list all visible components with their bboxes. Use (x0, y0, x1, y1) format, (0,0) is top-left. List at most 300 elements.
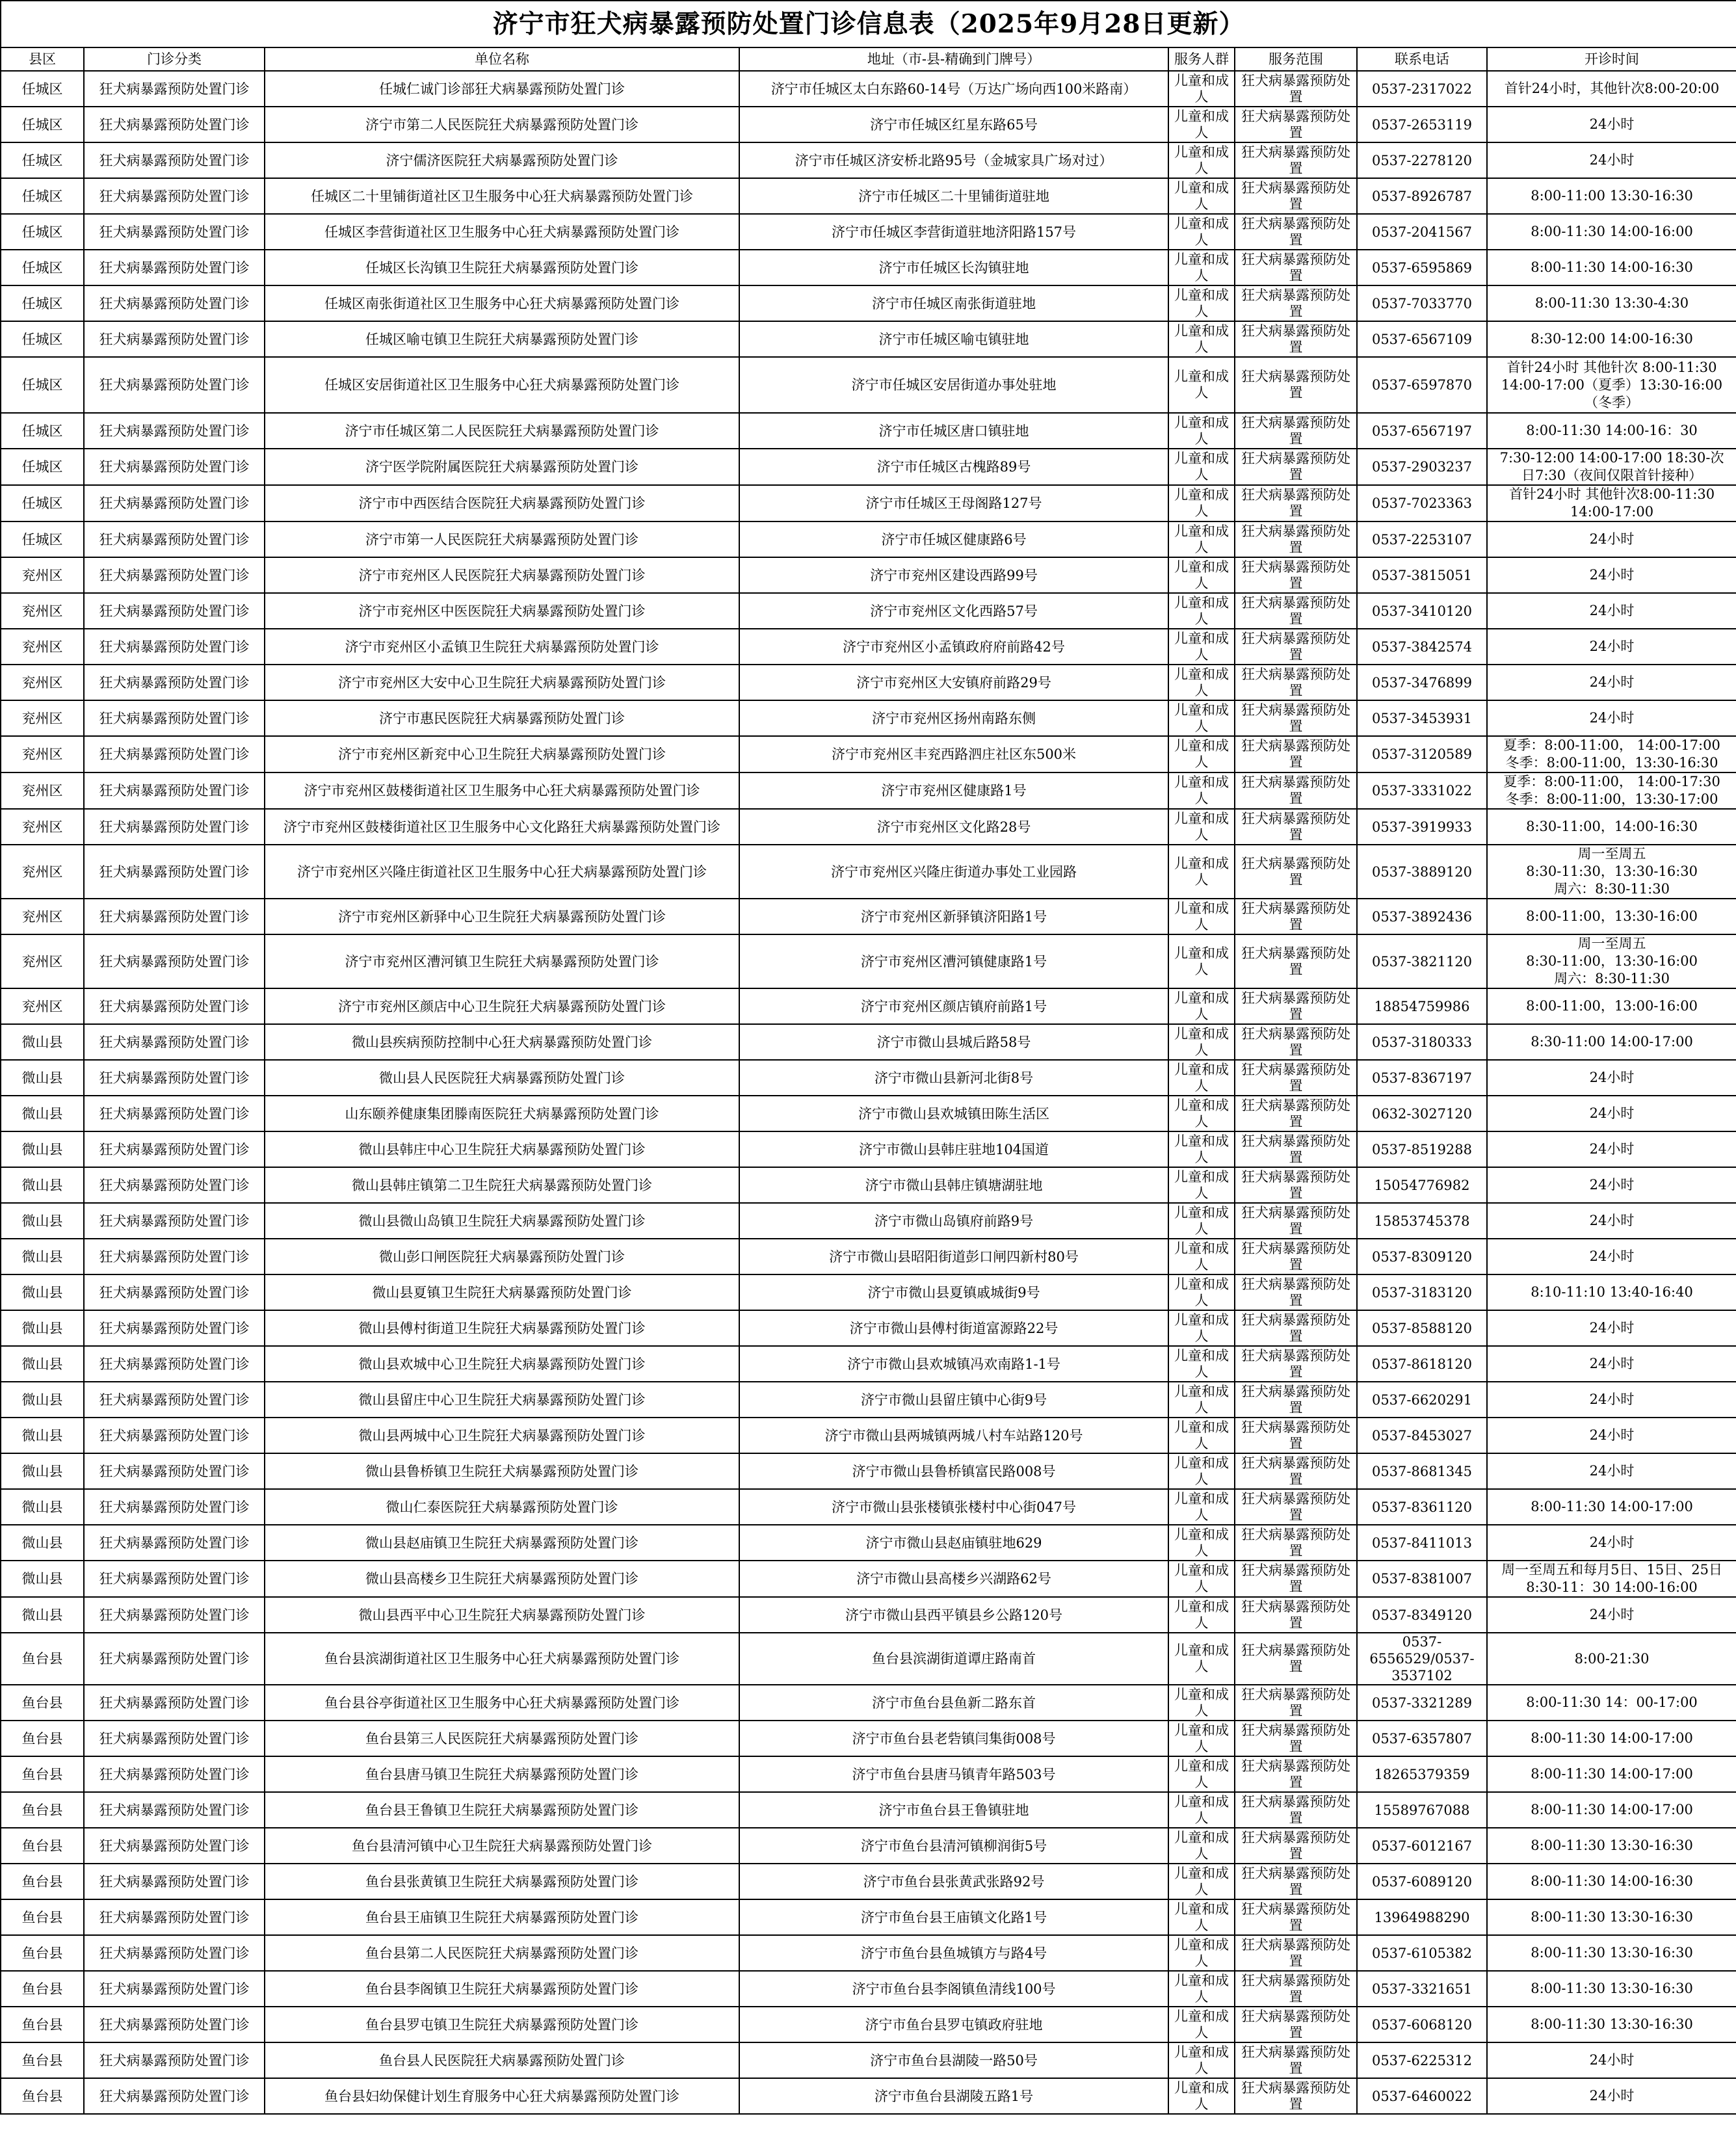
col-header-category: 门诊分类 (84, 47, 265, 71)
district-cell: 兖州区 (1, 845, 84, 899)
phone-cell: 0537-8367197 (1357, 1060, 1487, 1096)
district-cell: 鱼台县 (1, 2042, 84, 2078)
col-header-address: 地址（市-县-精确到门牌号） (739, 47, 1168, 71)
district-cell: 微山县 (1, 1597, 84, 1633)
district-cell: 微山县 (1, 1060, 84, 1096)
unit-name-cell: 微山县人民医院狂犬病暴露预防处置门诊 (265, 1060, 739, 1096)
service-group-cell: 儿童和成人 (1168, 285, 1235, 321)
category-cell: 狂犬病暴露预防处置门诊 (84, 1525, 265, 1561)
table-row (1, 1024, 1736, 1060)
page-title: 济宁市狂犬病暴露预防处置门诊信息表（2025年9月28日更新） (1, 1, 1736, 47)
hours-cell: 夏季：8:00-11:00， 14:00-17:30 冬季：8:00-11:00，13:30-17:00 (1487, 772, 1736, 809)
district-cell: 兖州区 (1, 629, 84, 665)
table-row (1, 1792, 1736, 1828)
district-cell: 微山县 (1, 1382, 84, 1418)
unit-name-cell: 微山县疾病预防控制中心狂犬病暴露预防处置门诊 (265, 1024, 739, 1060)
service-group-cell: 儿童和成人 (1168, 357, 1235, 413)
service-scope-cell: 狂犬病暴露预防处置 (1235, 178, 1357, 214)
district-cell: 鱼台县 (1, 1721, 84, 1756)
hours-cell: 24小时 (1487, 1203, 1736, 1239)
hours-cell: 24小时 (1487, 1239, 1736, 1274)
unit-name-cell: 鱼台县王庙镇卫生院狂犬病暴露预防处置门诊 (265, 1899, 739, 1935)
category-cell: 狂犬病暴露预防处置门诊 (84, 809, 265, 845)
hours-cell: 8:00-11:30 14:00-17:00 (1487, 1792, 1736, 1828)
service-scope-cell: 狂犬病暴露预防处置 (1235, 1167, 1357, 1203)
category-cell: 狂犬病暴露预防处置门诊 (84, 413, 265, 449)
phone-cell: 0537-8519288 (1357, 1131, 1487, 1167)
unit-name-cell: 鱼台县谷亭街道社区卫生服务中心狂犬病暴露预防处置门诊 (265, 1685, 739, 1721)
category-cell: 狂犬病暴露预防处置门诊 (84, 485, 265, 521)
col-header-unit-name: 单位名称 (265, 47, 739, 71)
unit-name-cell: 微山县赵庙镇卫生院狂犬病暴露预防处置门诊 (265, 1525, 739, 1561)
district-cell: 微山县 (1, 1310, 84, 1346)
address-cell: 济宁市微山县鲁桥镇富民路008号 (739, 1453, 1168, 1489)
category-cell: 狂犬病暴露预防处置门诊 (84, 1971, 265, 2007)
phone-cell: 0537-8453027 (1357, 1418, 1487, 1453)
address-cell: 济宁市微山县韩庄镇塘湖驻地 (739, 1167, 1168, 1203)
unit-name-cell: 微山县傅村街道卫生院狂犬病暴露预防处置门诊 (265, 1310, 739, 1346)
unit-name-cell: 鱼台县唐马镇卫生院狂犬病暴露预防处置门诊 (265, 1756, 739, 1792)
unit-name-cell: 任城区二十里铺街道社区卫生服务中心狂犬病暴露预防处置门诊 (265, 178, 739, 214)
hours-cell: 24小时 (1487, 107, 1736, 142)
service-group-cell: 儿童和成人 (1168, 107, 1235, 142)
service-scope-cell: 狂犬病暴露预防处置 (1235, 557, 1357, 593)
header-row (1, 47, 1736, 71)
hours-cell: 8:30-12:00 14:00-16:30 (1487, 321, 1736, 357)
address-cell: 济宁市兖州区漕河镇健康路1号 (739, 934, 1168, 988)
service-group-cell: 儿童和成人 (1168, 1203, 1235, 1239)
service-scope-cell: 狂犬病暴露预防处置 (1235, 899, 1357, 934)
hours-cell: 24小时 (1487, 629, 1736, 665)
service-group-cell: 儿童和成人 (1168, 1633, 1235, 1685)
district-cell: 兖州区 (1, 809, 84, 845)
hours-cell: 8:00-11:30 13:30-4:30 (1487, 285, 1736, 321)
hours-cell: 24小时 (1487, 557, 1736, 593)
district-cell: 兖州区 (1, 736, 84, 772)
category-cell: 狂犬病暴露预防处置门诊 (84, 557, 265, 593)
category-cell: 狂犬病暴露预防处置门诊 (84, 1756, 265, 1792)
category-cell: 狂犬病暴露预防处置门诊 (84, 2078, 265, 2114)
phone-cell: 18854759986 (1357, 988, 1487, 1024)
title-row (1, 1, 1736, 47)
table-row (1, 736, 1736, 772)
category-cell: 狂犬病暴露预防处置门诊 (84, 1685, 265, 1721)
unit-name-cell: 济宁市惠民医院狂犬病暴露预防处置门诊 (265, 700, 739, 736)
hours-cell: 8:00-11:30 13:30-16:30 (1487, 2007, 1736, 2042)
hours-cell: 24小时 (1487, 700, 1736, 736)
phone-cell: 13964988290 (1357, 1899, 1487, 1935)
district-cell: 任城区 (1, 485, 84, 521)
hours-cell: 24小时 (1487, 1096, 1736, 1131)
category-cell: 狂犬病暴露预防处置门诊 (84, 1828, 265, 1864)
phone-cell: 0537-6225312 (1357, 2042, 1487, 2078)
table-row (1, 700, 1736, 736)
hours-cell: 8:10-11:10 13:40-16:40 (1487, 1274, 1736, 1310)
category-cell: 狂犬病暴露预防处置门诊 (84, 629, 265, 665)
category-cell: 狂犬病暴露预防处置门诊 (84, 1792, 265, 1828)
hours-cell: 8:00-11:00，13:30-16:00 (1487, 899, 1736, 934)
district-cell: 任城区 (1, 142, 84, 178)
district-cell: 微山县 (1, 1131, 84, 1167)
address-cell: 济宁市任城区喻屯镇驻地 (739, 321, 1168, 357)
address-cell: 济宁市鱼台县王鲁镇驻地 (739, 1792, 1168, 1828)
category-cell: 狂犬病暴露预防处置门诊 (84, 1167, 265, 1203)
district-cell: 微山县 (1, 1096, 84, 1131)
service-scope-cell: 狂犬病暴露预防处置 (1235, 1971, 1357, 2007)
service-scope-cell: 狂犬病暴露预防处置 (1235, 321, 1357, 357)
service-group-cell: 儿童和成人 (1168, 1525, 1235, 1561)
service-group-cell: 儿童和成人 (1168, 71, 1235, 107)
district-cell: 任城区 (1, 521, 84, 557)
service-scope-cell: 狂犬病暴露预防处置 (1235, 1489, 1357, 1525)
hours-cell: 8:00-11:30 13:30-16:30 (1487, 1828, 1736, 1864)
table-row (1, 1935, 1736, 1971)
address-cell: 济宁市兖州区颜店镇府前路1号 (739, 988, 1168, 1024)
district-cell: 兖州区 (1, 700, 84, 736)
district-cell: 微山县 (1, 1561, 84, 1597)
district-cell: 任城区 (1, 285, 84, 321)
phone-cell: 0537-3821120 (1357, 934, 1487, 988)
district-cell: 鱼台县 (1, 1633, 84, 1685)
category-cell: 狂犬病暴露预防处置门诊 (84, 665, 265, 700)
unit-name-cell: 济宁市第一人民医院狂犬病暴露预防处置门诊 (265, 521, 739, 557)
service-scope-cell: 狂犬病暴露预防处置 (1235, 1239, 1357, 1274)
service-group-cell: 儿童和成人 (1168, 1828, 1235, 1864)
district-cell: 鱼台县 (1, 1756, 84, 1792)
unit-name-cell: 鱼台县滨湖街道社区卫生服务中心狂犬病暴露预防处置门诊 (265, 1633, 739, 1685)
district-cell: 鱼台县 (1, 2007, 84, 2042)
district-cell: 鱼台县 (1, 1864, 84, 1899)
service-scope-cell: 狂犬病暴露预防处置 (1235, 934, 1357, 988)
service-group-cell: 儿童和成人 (1168, 988, 1235, 1024)
address-cell: 济宁市任城区长沟镇驻地 (739, 250, 1168, 285)
service-group-cell: 儿童和成人 (1168, 214, 1235, 250)
district-cell: 鱼台县 (1, 1685, 84, 1721)
hours-cell: 24小时 (1487, 665, 1736, 700)
service-scope-cell: 狂犬病暴露预防处置 (1235, 1274, 1357, 1310)
table-row (1, 2078, 1736, 2114)
phone-cell: 0537-2653119 (1357, 107, 1487, 142)
address-cell: 济宁市微山县两城镇两城八村车站路120号 (739, 1418, 1168, 1453)
hours-cell: 首针24小时 其他针次8:00-11:30 14:00-17:00 (1487, 485, 1736, 521)
service-scope-cell: 狂犬病暴露预防处置 (1235, 1935, 1357, 1971)
category-cell: 狂犬病暴露预防处置门诊 (84, 1382, 265, 1418)
service-group-cell: 儿童和成人 (1168, 521, 1235, 557)
phone-cell: 0537-8926787 (1357, 178, 1487, 214)
phone-cell: 0537-8361120 (1357, 1489, 1487, 1525)
service-scope-cell: 狂犬病暴露预防处置 (1235, 357, 1357, 413)
unit-name-cell: 济宁市兖州区中医医院狂犬病暴露预防处置门诊 (265, 593, 739, 629)
address-cell: 济宁市微山县欢城镇田陈生活区 (739, 1096, 1168, 1131)
district-cell: 微山县 (1, 1274, 84, 1310)
phone-cell: 0537-8618120 (1357, 1346, 1487, 1382)
district-cell: 任城区 (1, 413, 84, 449)
district-cell: 微山县 (1, 1024, 84, 1060)
unit-name-cell: 微山县高楼乡卫生院狂犬病暴露预防处置门诊 (265, 1561, 739, 1597)
service-group-cell: 儿童和成人 (1168, 2007, 1235, 2042)
phone-cell: 0537-8681345 (1357, 1453, 1487, 1489)
address-cell: 济宁市鱼台县鱼新二路东首 (739, 1685, 1168, 1721)
hours-cell: 8:00-11:30 14:00-16:00 (1487, 214, 1736, 250)
district-cell: 兖州区 (1, 934, 84, 988)
service-group-cell: 儿童和成人 (1168, 1685, 1235, 1721)
hours-cell: 24小时 (1487, 1131, 1736, 1167)
hours-cell: 周一至周五 8:30-11:00，13:30-16:00 周六：8:30-11:30 (1487, 934, 1736, 988)
table-row (1, 1203, 1736, 1239)
hours-cell: 24小时 (1487, 1418, 1736, 1453)
category-cell: 狂犬病暴露预防处置门诊 (84, 1096, 265, 1131)
phone-cell: 0537-6567109 (1357, 321, 1487, 357)
hours-cell: 24小时 (1487, 2078, 1736, 2114)
service-group-cell: 儿童和成人 (1168, 1864, 1235, 1899)
service-scope-cell: 狂犬病暴露预防处置 (1235, 629, 1357, 665)
address-cell: 济宁市兖州区健康路1号 (739, 772, 1168, 809)
service-scope-cell: 狂犬病暴露预防处置 (1235, 214, 1357, 250)
unit-name-cell: 济宁市兖州区小孟镇卫生院狂犬病暴露预防处置门诊 (265, 629, 739, 665)
service-group-cell: 儿童和成人 (1168, 1131, 1235, 1167)
address-cell: 济宁市微山县西平镇县乡公路120号 (739, 1597, 1168, 1633)
table-row (1, 521, 1736, 557)
phone-cell: 0537-8588120 (1357, 1310, 1487, 1346)
address-cell: 济宁市任城区安居街道办事处驻地 (739, 357, 1168, 413)
service-group-cell: 儿童和成人 (1168, 2042, 1235, 2078)
hours-cell: 24小时 (1487, 1310, 1736, 1346)
phone-cell: 0537-8411013 (1357, 1525, 1487, 1561)
table-row (1, 413, 1736, 449)
category-cell: 狂犬病暴露预防处置门诊 (84, 736, 265, 772)
category-cell: 狂犬病暴露预防处置门诊 (84, 1597, 265, 1633)
table-row (1, 1310, 1736, 1346)
district-cell: 微山县 (1, 1489, 84, 1525)
phone-cell: 18265379359 (1357, 1756, 1487, 1792)
service-group-cell: 儿童和成人 (1168, 178, 1235, 214)
address-cell: 济宁市鱼台县王庙镇文化路1号 (739, 1899, 1168, 1935)
service-scope-cell: 狂犬病暴露预防处置 (1235, 2042, 1357, 2078)
table-row (1, 2007, 1736, 2042)
category-cell: 狂犬病暴露预防处置门诊 (84, 1274, 265, 1310)
phone-cell: 0537-6068120 (1357, 2007, 1487, 2042)
category-cell: 狂犬病暴露预防处置门诊 (84, 700, 265, 736)
unit-name-cell: 济宁市第二人民医院狂犬病暴露预防处置门诊 (265, 107, 739, 142)
address-cell: 济宁市兖州区扬州南路东侧 (739, 700, 1168, 736)
phone-cell: 0537-3919933 (1357, 809, 1487, 845)
service-scope-cell: 狂犬病暴露预防处置 (1235, 285, 1357, 321)
service-group-cell: 儿童和成人 (1168, 1971, 1235, 2007)
unit-name-cell: 济宁市兖州区鼓楼街道社区卫生服务中心文化路狂犬病暴露预防处置门诊 (265, 809, 739, 845)
unit-name-cell: 任城区安居街道社区卫生服务中心狂犬病暴露预防处置门诊 (265, 357, 739, 413)
hours-cell: 24小时 (1487, 142, 1736, 178)
address-cell: 济宁市微山县韩庄驻地104国道 (739, 1131, 1168, 1167)
address-cell: 济宁市鱼台县唐马镇青年路503号 (739, 1756, 1168, 1792)
table-row (1, 1899, 1736, 1935)
district-cell: 任城区 (1, 107, 84, 142)
table-row (1, 321, 1736, 357)
unit-name-cell: 微山县两城中心卫生院狂犬病暴露预防处置门诊 (265, 1418, 739, 1453)
address-cell: 济宁市微山县欢城镇冯欢南路1-1号 (739, 1346, 1168, 1382)
address-cell: 济宁市任城区王母阁路127号 (739, 485, 1168, 521)
category-cell: 狂犬病暴露预防处置门诊 (84, 1935, 265, 1971)
table-row (1, 1489, 1736, 1525)
phone-cell: 0537-6567197 (1357, 413, 1487, 449)
category-cell: 狂犬病暴露预防处置门诊 (84, 1899, 265, 1935)
unit-name-cell: 鱼台县李阁镇卫生院狂犬病暴露预防处置门诊 (265, 1971, 739, 2007)
table-row (1, 1828, 1736, 1864)
address-cell: 济宁市兖州区大安镇府前路29号 (739, 665, 1168, 700)
category-cell: 狂犬病暴露预防处置门诊 (84, 772, 265, 809)
unit-name-cell: 微山县夏镇卫生院狂犬病暴露预防处置门诊 (265, 1274, 739, 1310)
address-cell: 济宁市兖州区兴隆庄街道办事处工业园路 (739, 845, 1168, 899)
service-group-cell: 儿童和成人 (1168, 485, 1235, 521)
category-cell: 狂犬病暴露预防处置门诊 (84, 2042, 265, 2078)
hours-cell: 8:00-11:30 13:30-16:30 (1487, 1899, 1736, 1935)
table-row (1, 899, 1736, 934)
service-scope-cell: 狂犬病暴露预防处置 (1235, 1792, 1357, 1828)
table-row (1, 1685, 1736, 1721)
table-row (1, 250, 1736, 285)
table-row (1, 357, 1736, 413)
service-group-cell: 儿童和成人 (1168, 250, 1235, 285)
hours-cell: 24小时 (1487, 593, 1736, 629)
service-group-cell: 儿童和成人 (1168, 700, 1235, 736)
category-cell: 狂犬病暴露预防处置门诊 (84, 1864, 265, 1899)
address-cell: 济宁市微山县赵庙镇驻地629 (739, 1525, 1168, 1561)
service-group-cell: 儿童和成人 (1168, 809, 1235, 845)
col-header-district: 县区 (1, 47, 84, 71)
table-row (1, 107, 1736, 142)
district-cell: 微山县 (1, 1203, 84, 1239)
district-cell: 兖州区 (1, 665, 84, 700)
district-cell: 鱼台县 (1, 1971, 84, 2007)
service-scope-cell: 狂犬病暴露预防处置 (1235, 988, 1357, 1024)
service-group-cell: 儿童和成人 (1168, 1024, 1235, 1060)
category-cell: 狂犬病暴露预防处置门诊 (84, 988, 265, 1024)
category-cell: 狂犬病暴露预防处置门诊 (84, 357, 265, 413)
phone-cell: 0537-3892436 (1357, 899, 1487, 934)
hours-cell: 首针24小时 其他针次 8:00-11:30 14:00-17:00（夏季）13:30-16:00 （冬季） (1487, 357, 1736, 413)
service-group-cell: 儿童和成人 (1168, 1453, 1235, 1489)
unit-name-cell: 鱼台县第三人民医院狂犬病暴露预防处置门诊 (265, 1721, 739, 1756)
district-cell: 兖州区 (1, 593, 84, 629)
category-cell: 狂犬病暴露预防处置门诊 (84, 250, 265, 285)
unit-name-cell: 任城区长沟镇卫生院狂犬病暴露预防处置门诊 (265, 250, 739, 285)
service-scope-cell: 狂犬病暴露预防处置 (1235, 142, 1357, 178)
table-row (1, 178, 1736, 214)
category-cell: 狂犬病暴露预防处置门诊 (84, 521, 265, 557)
district-cell: 鱼台县 (1, 1828, 84, 1864)
district-cell: 任城区 (1, 449, 84, 485)
service-scope-cell: 狂犬病暴露预防处置 (1235, 1310, 1357, 1346)
unit-name-cell: 山东颐养健康集团滕南医院狂犬病暴露预防处置门诊 (265, 1096, 739, 1131)
address-cell: 鱼台县滨湖街道谭庄路南首 (739, 1633, 1168, 1685)
hours-cell: 8:00-11:30 14:00-17:00 (1487, 1721, 1736, 1756)
unit-name-cell: 微山县留庄中心卫生院狂犬病暴露预防处置门诊 (265, 1382, 739, 1418)
address-cell: 济宁市鱼台县罗屯镇政府驻地 (739, 2007, 1168, 2042)
table-body (1, 71, 1736, 2114)
service-group-cell: 儿童和成人 (1168, 1096, 1235, 1131)
unit-name-cell: 济宁市兖州区新兖中心卫生院狂犬病暴露预防处置门诊 (265, 736, 739, 772)
hours-cell: 7:30-12:00 14:00-17:00 18:30-次 日7:30（夜间仅限首针接种） (1487, 449, 1736, 485)
hours-cell: 8:00-11:30 13:30-16:30 (1487, 1935, 1736, 1971)
hours-cell: 24小时 (1487, 1525, 1736, 1561)
district-cell: 任城区 (1, 71, 84, 107)
address-cell: 济宁市微山县张楼镇张楼村中心街047号 (739, 1489, 1168, 1525)
unit-name-cell: 济宁市兖州区兴隆庄街道社区卫生服务中心狂犬病暴露预防处置门诊 (265, 845, 739, 899)
service-scope-cell: 狂犬病暴露预防处置 (1235, 809, 1357, 845)
address-cell: 济宁市微山县夏镇戚城街9号 (739, 1274, 1168, 1310)
category-cell: 狂犬病暴露预防处置门诊 (84, 178, 265, 214)
unit-name-cell: 微山彭口闸医院狂犬病暴露预防处置门诊 (265, 1239, 739, 1274)
phone-cell: 0537- 6556529/0537- 3537102 (1357, 1633, 1487, 1685)
address-cell: 济宁市鱼台县鱼城镇方与路4号 (739, 1935, 1168, 1971)
address-cell: 济宁市任城区济安桥北路95号（金城家具广场对过） (739, 142, 1168, 178)
phone-cell: 0537-2317022 (1357, 71, 1487, 107)
address-cell: 济宁市鱼台县湖陵五路1号 (739, 2078, 1168, 2114)
service-group-cell: 儿童和成人 (1168, 1899, 1235, 1935)
district-cell: 微山县 (1, 1167, 84, 1203)
service-scope-cell: 狂犬病暴露预防处置 (1235, 413, 1357, 449)
hours-cell: 24小时 (1487, 1597, 1736, 1633)
category-cell: 狂犬病暴露预防处置门诊 (84, 71, 265, 107)
phone-cell: 0537-2903237 (1357, 449, 1487, 485)
category-cell: 狂犬病暴露预防处置门诊 (84, 1418, 265, 1453)
district-cell: 微山县 (1, 1525, 84, 1561)
phone-cell: 0537-6357807 (1357, 1721, 1487, 1756)
service-group-cell: 儿童和成人 (1168, 665, 1235, 700)
unit-name-cell: 微山仁泰医院狂犬病暴露预防处置门诊 (265, 1489, 739, 1525)
unit-name-cell: 鱼台县王鲁镇卫生院狂犬病暴露预防处置门诊 (265, 1792, 739, 1828)
service-scope-cell: 狂犬病暴露预防处置 (1235, 1525, 1357, 1561)
service-scope-cell: 狂犬病暴露预防处置 (1235, 1382, 1357, 1418)
unit-name-cell: 任城区喻屯镇卫生院狂犬病暴露预防处置门诊 (265, 321, 739, 357)
phone-cell: 0537-6012167 (1357, 1828, 1487, 1864)
service-group-cell: 儿童和成人 (1168, 1060, 1235, 1096)
col-header-phone: 联系电话 (1357, 47, 1487, 71)
phone-cell: 0537-7033770 (1357, 285, 1487, 321)
hours-cell: 8:00-11:30 14:00-16:30 (1487, 1864, 1736, 1899)
service-group-cell: 儿童和成人 (1168, 2078, 1235, 2114)
hours-cell: 8:00-21:30 (1487, 1633, 1736, 1685)
table-row (1, 988, 1736, 1024)
phone-cell: 0537-3321289 (1357, 1685, 1487, 1721)
service-scope-cell: 狂犬病暴露预防处置 (1235, 1024, 1357, 1060)
category-cell: 狂犬病暴露预防处置门诊 (84, 899, 265, 934)
phone-cell: 15054776982 (1357, 1167, 1487, 1203)
address-cell: 济宁市鱼台县老砦镇闫集街008号 (739, 1721, 1168, 1756)
table-row (1, 1382, 1736, 1418)
service-scope-cell: 狂犬病暴露预防处置 (1235, 1418, 1357, 1453)
table-row (1, 142, 1736, 178)
category-cell: 狂犬病暴露预防处置门诊 (84, 1721, 265, 1756)
address-cell: 济宁市微山县昭阳街道彭口闸四新村80号 (739, 1239, 1168, 1274)
category-cell: 狂犬病暴露预防处置门诊 (84, 1239, 265, 1274)
category-cell: 狂犬病暴露预防处置门诊 (84, 845, 265, 899)
address-cell: 济宁市任城区太白东路60-14号（万达广场向西100米路南） (739, 71, 1168, 107)
service-group-cell: 儿童和成人 (1168, 1935, 1235, 1971)
district-cell: 鱼台县 (1, 1899, 84, 1935)
phone-cell: 0537-6597870 (1357, 357, 1487, 413)
category-cell: 狂犬病暴露预防处置门诊 (84, 1633, 265, 1685)
unit-name-cell: 微山县韩庄中心卫生院狂犬病暴露预防处置门诊 (265, 1131, 739, 1167)
service-group-cell: 儿童和成人 (1168, 1346, 1235, 1382)
table-row (1, 285, 1736, 321)
service-group-cell: 儿童和成人 (1168, 934, 1235, 988)
service-scope-cell: 狂犬病暴露预防处置 (1235, 449, 1357, 485)
service-group-cell: 儿童和成人 (1168, 1274, 1235, 1310)
unit-name-cell: 微山县西平中心卫生院狂犬病暴露预防处置门诊 (265, 1597, 739, 1633)
unit-name-cell: 微山县微山岛镇卫生院狂犬病暴露预防处置门诊 (265, 1203, 739, 1239)
district-cell: 兖州区 (1, 557, 84, 593)
table-row (1, 1561, 1736, 1597)
